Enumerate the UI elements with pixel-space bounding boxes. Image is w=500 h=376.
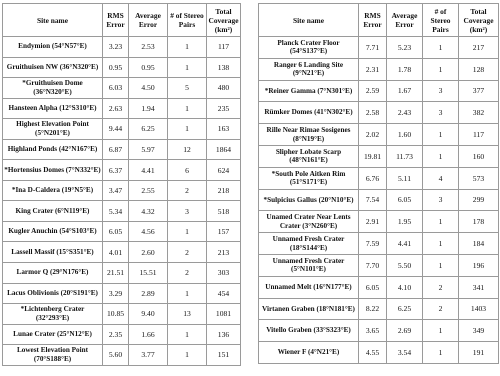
total-coverage-cell: 117 bbox=[459, 124, 499, 146]
table-row bbox=[259, 320, 499, 342]
total-coverage-cell: 1403 bbox=[459, 298, 499, 320]
site-name-cell: Unnamed Fresh Crater (18°S144°E) bbox=[259, 233, 359, 255]
site-name-cell: Highland Ponds (42°N167°E) bbox=[3, 139, 103, 160]
average-error-cell: 6.25 bbox=[129, 119, 168, 140]
rms-error-cell: 2.02 bbox=[359, 124, 387, 146]
average-error-cell: 0.95 bbox=[129, 57, 168, 78]
site-name-cell: *Lichtenberg Crater (32°293°E) bbox=[3, 304, 103, 325]
table-row bbox=[3, 263, 241, 284]
table-body-left bbox=[3, 37, 241, 366]
stereo-pairs-cell: 4 bbox=[423, 167, 459, 189]
average-error-cell: 11.73 bbox=[387, 145, 423, 167]
table-row bbox=[259, 102, 499, 124]
stereo-pairs-cell: 1 bbox=[423, 211, 459, 233]
average-error-cell: 1.67 bbox=[387, 80, 423, 102]
site-name-cell: Unnamed Melt (16°N177°E) bbox=[259, 276, 359, 298]
average-error-cell: 4.32 bbox=[129, 201, 168, 222]
rms-error-cell: 2.91 bbox=[359, 211, 387, 233]
rms-error-cell: 4.01 bbox=[103, 242, 129, 263]
total-coverage-cell: 160 bbox=[459, 145, 499, 167]
site-name-cell: Virtanen Graben (18°N181°E) bbox=[259, 298, 359, 320]
total-coverage-cell: 217 bbox=[459, 37, 499, 59]
site-name-cell: Ranger 6 Landing Site (9°N21°E) bbox=[259, 58, 359, 80]
total-coverage-cell: 151 bbox=[207, 345, 241, 366]
stereo-pairs-cell: 1 bbox=[168, 119, 207, 140]
table-row bbox=[259, 145, 499, 167]
average-error-cell: 5.50 bbox=[387, 254, 423, 276]
total-coverage-cell: 382 bbox=[459, 102, 499, 124]
stereo-pairs-cell: 1 bbox=[168, 37, 207, 58]
rms-error-cell: 9.44 bbox=[103, 119, 129, 140]
average-error-cell: 2.43 bbox=[387, 102, 423, 124]
stereo-pairs-cell: 1 bbox=[423, 145, 459, 167]
table-row bbox=[259, 80, 499, 102]
table-row bbox=[259, 276, 499, 298]
average-error-cell: 1.60 bbox=[387, 124, 423, 146]
header-total-coverage: Total Coverage (km²) bbox=[459, 4, 499, 37]
total-coverage-cell: 624 bbox=[207, 160, 241, 181]
total-coverage-cell: 213 bbox=[207, 242, 241, 263]
total-coverage-cell: 157 bbox=[207, 221, 241, 242]
total-coverage-cell: 136 bbox=[207, 324, 241, 345]
rms-error-cell: 7.54 bbox=[359, 189, 387, 211]
average-error-cell: 2.53 bbox=[129, 37, 168, 58]
table-row bbox=[259, 298, 499, 320]
stereo-pairs-cell: 12 bbox=[168, 139, 207, 160]
rms-error-cell: 21.51 bbox=[103, 263, 129, 284]
rms-error-cell: 6.87 bbox=[103, 139, 129, 160]
rms-error-cell: 4.55 bbox=[359, 342, 387, 364]
stereo-pairs-cell: 3 bbox=[423, 102, 459, 124]
site-name-cell: Lacus Oblivionis (20°S191°E) bbox=[3, 283, 103, 304]
total-coverage-cell: 196 bbox=[459, 254, 499, 276]
rms-error-cell: 8.22 bbox=[359, 298, 387, 320]
total-coverage-cell: 191 bbox=[459, 342, 499, 364]
average-error-cell: 1.78 bbox=[387, 58, 423, 80]
rms-error-cell: 2.59 bbox=[359, 80, 387, 102]
table-row bbox=[3, 98, 241, 119]
rms-error-cell: 5.60 bbox=[103, 345, 129, 366]
average-error-cell: 6.05 bbox=[387, 189, 423, 211]
stereo-pairs-cell: 5 bbox=[168, 78, 207, 99]
stereo-pairs-cell: 1 bbox=[423, 58, 459, 80]
site-name-cell: Hansteen Alpha (12°S310°E) bbox=[3, 98, 103, 119]
table-row bbox=[259, 58, 499, 80]
stereo-pairs-cell: 1 bbox=[168, 221, 207, 242]
stereo-pairs-cell: 2 bbox=[423, 298, 459, 320]
table-row bbox=[259, 167, 499, 189]
average-error-cell: 4.41 bbox=[387, 233, 423, 255]
rms-error-cell: 0.95 bbox=[103, 57, 129, 78]
header-rms-error: RMS Error bbox=[103, 4, 129, 37]
total-coverage-cell: 1081 bbox=[207, 304, 241, 325]
header-site-name: Site name bbox=[3, 4, 103, 37]
stereo-pairs-cell: 2 bbox=[168, 242, 207, 263]
rms-error-cell: 3.65 bbox=[359, 320, 387, 342]
rms-error-cell: 6.76 bbox=[359, 167, 387, 189]
site-name-cell: *Sulpicius Gallus (20°N10°E) bbox=[259, 189, 359, 211]
header-total-coverage: Total Coverage (km²) bbox=[207, 4, 241, 37]
site-name-cell: Lunae Crater (25°N12°E) bbox=[3, 324, 103, 345]
stereo-pairs-cell: 3 bbox=[423, 189, 459, 211]
average-error-cell: 1.95 bbox=[387, 211, 423, 233]
site-name-cell: *Hortensius Domes (7°N332°E) bbox=[3, 160, 103, 181]
table-row bbox=[3, 37, 241, 58]
rms-error-cell: 7.70 bbox=[359, 254, 387, 276]
total-coverage-cell: 138 bbox=[207, 57, 241, 78]
site-name-cell: Unnamed Fresh Crater (5°N101°E) bbox=[259, 254, 359, 276]
rms-error-cell: 6.05 bbox=[359, 276, 387, 298]
rms-error-cell: 7.71 bbox=[359, 37, 387, 59]
rms-error-cell: 10.85 bbox=[103, 304, 129, 325]
table-row bbox=[3, 242, 241, 263]
site-name-cell: *South Pole Aitken Rim (51°S171°E) bbox=[259, 167, 359, 189]
stereo-pairs-cell: 1 bbox=[168, 283, 207, 304]
total-coverage-cell: 117 bbox=[207, 37, 241, 58]
table-row bbox=[3, 304, 241, 325]
total-coverage-cell: 377 bbox=[459, 80, 499, 102]
table-row bbox=[3, 283, 241, 304]
table-row bbox=[3, 180, 241, 201]
average-error-cell: 6.25 bbox=[387, 298, 423, 320]
average-error-cell: 15.51 bbox=[129, 263, 168, 284]
total-coverage-cell: 573 bbox=[459, 167, 499, 189]
site-name-cell: King Crater (6°N119°E) bbox=[3, 201, 103, 222]
average-error-cell: 3.54 bbox=[387, 342, 423, 364]
rms-error-cell: 3.29 bbox=[103, 283, 129, 304]
site-name-cell: Gruithuisen NW (36°N320°E) bbox=[3, 57, 103, 78]
site-name-cell: Lowest Elevation Point (70°S188°E) bbox=[3, 345, 103, 366]
stereo-pairs-cell: 1 bbox=[168, 324, 207, 345]
site-name-cell: Highest Elevation Point (5°N201°E) bbox=[3, 119, 103, 140]
stereo-pairs-cell: 1 bbox=[423, 233, 459, 255]
total-coverage-cell: 349 bbox=[459, 320, 499, 342]
total-coverage-cell: 341 bbox=[459, 276, 499, 298]
site-name-cell: Rille Near Rimae Sosigenes (8°N19°E) bbox=[259, 124, 359, 146]
header-row bbox=[259, 4, 499, 37]
average-error-cell: 4.50 bbox=[129, 78, 168, 99]
total-coverage-cell: 218 bbox=[207, 180, 241, 201]
stereo-pairs-cell: 2 bbox=[168, 180, 207, 201]
site-name-cell: Wiener F (4°N21°E) bbox=[259, 342, 359, 364]
total-coverage-cell: 1864 bbox=[207, 139, 241, 160]
table-row bbox=[3, 324, 241, 345]
average-error-cell: 3.77 bbox=[129, 345, 168, 366]
table-row bbox=[259, 342, 499, 364]
total-coverage-cell: 518 bbox=[207, 201, 241, 222]
rms-error-cell: 5.34 bbox=[103, 201, 129, 222]
stereo-pairs-cell: 1 bbox=[423, 37, 459, 59]
average-error-cell: 4.41 bbox=[129, 160, 168, 181]
header-average-error: Average Error bbox=[129, 4, 168, 37]
stereo-pairs-cell: 13 bbox=[168, 304, 207, 325]
stereo-pairs-cell: 1 bbox=[423, 320, 459, 342]
site-name-cell: Endymion (54°N57°E) bbox=[3, 37, 103, 58]
average-error-cell: 2.89 bbox=[129, 283, 168, 304]
rms-error-cell: 2.63 bbox=[103, 98, 129, 119]
site-table-left bbox=[2, 3, 241, 366]
site-name-cell: Vitello Graben (33°S323°E) bbox=[259, 320, 359, 342]
site-name-cell: *Gruithuisen Dome (36°N320°E) bbox=[3, 78, 103, 99]
site-table-right bbox=[258, 3, 499, 364]
table-row bbox=[3, 139, 241, 160]
total-coverage-cell: 303 bbox=[207, 263, 241, 284]
table-row bbox=[259, 211, 499, 233]
stereo-pairs-cell: 3 bbox=[423, 80, 459, 102]
header-stereo-pairs: # of Stereo Pairs bbox=[423, 4, 459, 37]
average-error-cell: 2.69 bbox=[387, 320, 423, 342]
site-name-cell: Kugler Anuchin (54°S103°E) bbox=[3, 221, 103, 242]
rms-error-cell: 6.05 bbox=[103, 221, 129, 242]
header-stereo-pairs: # of Stereo Pairs bbox=[168, 4, 207, 37]
table-row bbox=[259, 254, 499, 276]
table-row bbox=[259, 124, 499, 146]
total-coverage-cell: 178 bbox=[459, 211, 499, 233]
average-error-cell: 2.60 bbox=[129, 242, 168, 263]
average-error-cell: 5.97 bbox=[129, 139, 168, 160]
average-error-cell: 1.66 bbox=[129, 324, 168, 345]
average-error-cell: 2.55 bbox=[129, 180, 168, 201]
table-row bbox=[3, 221, 241, 242]
stereo-pairs-cell: 1 bbox=[168, 345, 207, 366]
total-coverage-cell: 184 bbox=[459, 233, 499, 255]
rms-error-cell: 2.35 bbox=[103, 324, 129, 345]
table-row bbox=[259, 37, 499, 59]
rms-error-cell: 2.31 bbox=[359, 58, 387, 80]
table-row bbox=[3, 201, 241, 222]
stereo-pairs-cell: 1 bbox=[423, 342, 459, 364]
table-row bbox=[3, 119, 241, 140]
site-name-cell: Unamed Crater Near Lents Crater (3°N260°E) bbox=[259, 211, 359, 233]
stereo-pairs-cell: 3 bbox=[168, 201, 207, 222]
average-error-cell: 4.56 bbox=[129, 221, 168, 242]
stereo-pairs-cell: 1 bbox=[168, 98, 207, 119]
table-row bbox=[3, 345, 241, 366]
total-coverage-cell: 454 bbox=[207, 283, 241, 304]
table-row bbox=[3, 78, 241, 99]
rms-error-cell: 6.03 bbox=[103, 78, 129, 99]
site-name-cell: Planck Crater Floor (54°S137°E) bbox=[259, 37, 359, 59]
rms-error-cell: 7.59 bbox=[359, 233, 387, 255]
total-coverage-cell: 480 bbox=[207, 78, 241, 99]
stereo-pairs-cell: 1 bbox=[168, 57, 207, 78]
header-row bbox=[3, 4, 241, 37]
site-name-cell: Rümker Domes (41°N302°E) bbox=[259, 102, 359, 124]
total-coverage-cell: 163 bbox=[207, 119, 241, 140]
average-error-cell: 5.11 bbox=[387, 167, 423, 189]
table-row bbox=[259, 189, 499, 211]
rms-error-cell: 2.58 bbox=[359, 102, 387, 124]
stereo-pairs-cell: 6 bbox=[168, 160, 207, 181]
header-rms-error: RMS Error bbox=[359, 4, 387, 37]
total-coverage-cell: 235 bbox=[207, 98, 241, 119]
header-site-name: Site name bbox=[259, 4, 359, 37]
rms-error-cell: 6.37 bbox=[103, 160, 129, 181]
site-name-cell: Lassell Massif (15°S351°E) bbox=[3, 242, 103, 263]
site-name-cell: *Ina D-Caldera (19°N5°E) bbox=[3, 180, 103, 201]
rms-error-cell: 19.81 bbox=[359, 145, 387, 167]
stereo-pairs-cell: 2 bbox=[168, 263, 207, 284]
total-coverage-cell: 128 bbox=[459, 58, 499, 80]
site-name-cell: *Reiner Gamma (7°N301°E) bbox=[259, 80, 359, 102]
rms-error-cell: 3.23 bbox=[103, 37, 129, 58]
stereo-pairs-cell: 1 bbox=[423, 124, 459, 146]
site-name-cell: Larmor Q (29°N176°E) bbox=[3, 263, 103, 284]
table-row bbox=[3, 57, 241, 78]
table-row bbox=[259, 233, 499, 255]
average-error-cell: 1.94 bbox=[129, 98, 168, 119]
header-average-error: Average Error bbox=[387, 4, 423, 37]
total-coverage-cell: 299 bbox=[459, 189, 499, 211]
table-row bbox=[3, 160, 241, 181]
stereo-pairs-cell: 2 bbox=[423, 276, 459, 298]
average-error-cell: 9.40 bbox=[129, 304, 168, 325]
average-error-cell: 4.10 bbox=[387, 276, 423, 298]
average-error-cell: 5.23 bbox=[387, 37, 423, 59]
table-body-right bbox=[259, 37, 499, 364]
rms-error-cell: 3.47 bbox=[103, 180, 129, 201]
site-name-cell: Slipher Lobate Scarp (48°N161°E) bbox=[259, 145, 359, 167]
stereo-pairs-cell: 1 bbox=[423, 254, 459, 276]
